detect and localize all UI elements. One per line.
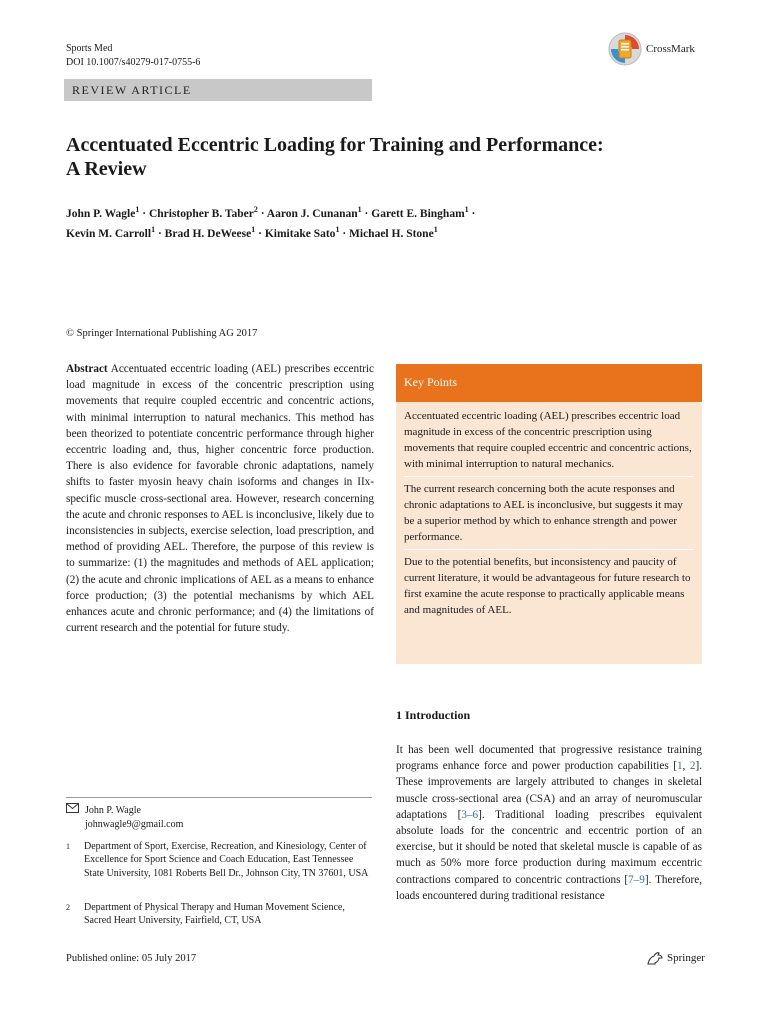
author-affiliation: 1 [251, 224, 256, 234]
correspondence [66, 803, 183, 832]
author-affiliation: 1 [433, 224, 438, 234]
correspondence-email[interactable]: johnwagle9@gmail.com [85, 819, 184, 830]
journal-name: Sports Med [66, 43, 113, 54]
abstract [66, 361, 374, 636]
intro-text: It has been well documented that progressive resistance training programs enhance force and power production capabilities [ [396, 744, 702, 773]
citation-link[interactable]: 1 [676, 760, 683, 773]
author-name[interactable]: Aaron J. Cunanan [266, 207, 358, 220]
article-type-bar: REVIEW ARTICLE [64, 79, 372, 101]
key-points-title: Key Points [396, 364, 702, 402]
affiliation-2 [66, 901, 372, 928]
affiliation-1 [66, 840, 372, 880]
citation-link[interactable]: 2 [689, 760, 696, 773]
copyright-notice: © Springer International Publishing AG 2017 [66, 328, 258, 339]
doi: DOI 10.1007/s40279-017-0755-6 [66, 57, 201, 68]
affiliation-text: Department of Physical Therapy and Human Movement Science, Sacred Heart University, Fairfield, CT, USA [84, 902, 345, 927]
footnote-divider [66, 797, 372, 798]
publisher-name: Springer [667, 952, 705, 964]
envelope-icon [66, 803, 79, 813]
author-line-2: Kevin M. Carroll$^1$ · Brad H. DeWeese$^1$ · Kimitake Sato$^1$ · Michael H. Stone$^1$ [66, 224, 438, 240]
intro-text: ]. Traditional loading prescribes equivalent absolute loads for the concentric and eccentric portion of an exercise, but it should be noted that skeletal muscle is capable of as much as 50% more force production during maximum eccentric contractions compared to concentric contractions [ [396, 808, 702, 886]
author-affiliation: 1 [357, 205, 362, 214]
author-affiliation: 1 [335, 224, 340, 234]
intro-text: ]. Therefore, loads encountered during traditional resistance [396, 873, 702, 902]
key-point-item: Due to the potential benefits, but inconsistency and paucity of current literature, it would be advantageous for future research to first examine the acute response to practically applicable means and magnitudes of AEL. [404, 556, 691, 616]
author-name[interactable]: Brad H. DeWeese [164, 227, 252, 240]
intro-text: , [682, 760, 690, 773]
affiliation-number: 1 [66, 842, 70, 851]
author-name[interactable]: Garett E. Bingham [371, 207, 465, 220]
citation-link[interactable]: 3–6 [461, 808, 479, 821]
abstract-label: Abstract [66, 363, 108, 375]
key-point-item: The current research concerning both the acute responses and chronic adaptations to AEL is inconclusive, but suggests it may be a superior method by which to enhance strength and power performance. [404, 477, 694, 550]
section-heading-introduction: 1 Introduction [396, 708, 471, 722]
springer-horse-icon [646, 951, 664, 965]
title-line-1: Accentuated Eccentric Loading for Training and Performance: [66, 134, 604, 156]
key-point-item: Accentuated eccentric loading (AEL) prescribes eccentric load magnitude in excess of the concentric prescription using movements that require coupled eccentric and concentric actions, with minimal interruption to natural mechanics. [404, 406, 694, 477]
affiliation-number: 2 [66, 903, 70, 912]
author-affiliation: 2 [253, 205, 258, 214]
article-title [66, 133, 706, 181]
author-name[interactable]: Kimitake Sato [264, 227, 336, 240]
publisher-logo [646, 951, 705, 965]
citation-link[interactable]: 7–9 [628, 873, 645, 886]
author-affiliation: 1 [135, 205, 140, 214]
published-date: Published online: 05 July 2017 [66, 953, 197, 964]
title-line-2: A Review [66, 158, 147, 180]
author-affiliation: 1 [464, 205, 469, 214]
author-affiliation: 1 [151, 224, 156, 234]
envelope-flap-icon [67, 804, 78, 812]
key-points-box [396, 364, 702, 664]
crossmark-icon [608, 32, 642, 66]
author-name[interactable]: Michael H. Stone [349, 227, 434, 240]
author-name[interactable]: Kevin M. Carroll [66, 227, 152, 240]
author-line-1: John P. Wagle$^1$ · Christopher B. Taber$^2$ · Aaron J. Cunanan$^1$ · Garett E. Bingham$^1$ · [66, 205, 476, 220]
crossmark-badge[interactable] [608, 31, 718, 67]
intro-text: ]. These improvements are largely attributed to changes in skeletal muscle cross-sectional area (CSA) and an array of neuromuscular adaptations [ [396, 760, 703, 821]
author-name[interactable]: Christopher B. Taber [148, 207, 254, 220]
crossmark-label: CrossMark [646, 43, 695, 55]
key-points-body [396, 402, 702, 664]
introduction-paragraph [396, 742, 702, 904]
author-list [66, 202, 706, 242]
author-name[interactable]: John P. Wagle [66, 207, 136, 220]
abstract-text: Accentuated eccentric loading (AEL) prescribes eccentric load magnitude in excess of the concentric prescription using movements that require coupled eccentric and concentric actions, with minimal interruption to natural mechanics. This method has been theorized to potentiate concentric performance through higher eccentric loading and, thus, higher concentric force production. There is also evidence for favorable chronic adaptations, namely shifts to faster myosin heavy chain isoforms and changes in IIx-specific muscle cross-sectional area. However, research concerning the acute and chronic responses to AEL is inconclusive, likely due to inconsistencies in subjects, exercise selection, load prescription, and method of providing AEL. Therefore, the purpose of this review is to summarize: (1) the magnitudes and methods of AEL application; (2) the acute and chronic implications of AEL as a means to enhance force production; (3) the potential mechanisms by which AEL enhances acute and chronic performance; and (4) the limitations of current research and the potential for future study. [66, 363, 374, 635]
affiliation-text: Department of Sport, Exercise, Recreation, and Kinesiology, Center of Excellence for Sport Science and Coach Education, East Tennessee State University, 1081 Roberts Bell Dr., Johnson City, TN 37601, USA [84, 841, 369, 879]
correspondence-name: John P. Wagle [85, 805, 141, 816]
